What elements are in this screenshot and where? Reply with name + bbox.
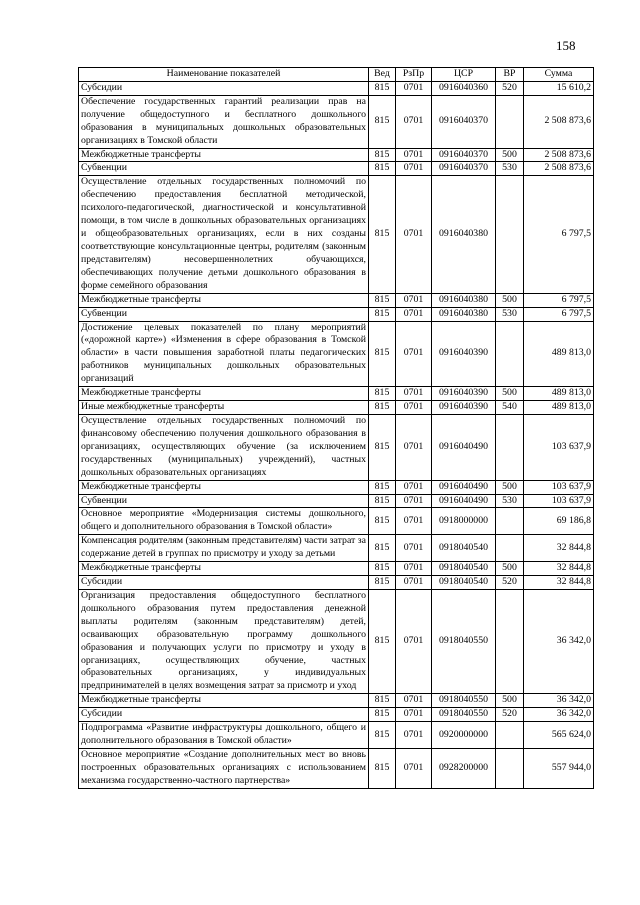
cell-rzpr: 0701 xyxy=(396,576,432,590)
table-row xyxy=(79,307,594,321)
header-csr: ЦСР xyxy=(432,68,496,82)
budget-table xyxy=(78,67,594,789)
cell-rzpr: 0701 xyxy=(396,162,432,176)
cell-name: Межбюджетные трансферты xyxy=(79,562,369,576)
cell-ved: 815 xyxy=(369,414,396,480)
cell-vr xyxy=(496,321,524,387)
cell-csr: 0916040490 xyxy=(432,414,496,480)
cell-rzpr: 0701 xyxy=(396,321,432,387)
cell-ved: 815 xyxy=(369,480,396,494)
cell-vr: 500 xyxy=(496,387,524,401)
cell-name: Компенсация родителям (законным представителям) части затрат за содержание детей в группах по присмотру и уходу за детьми xyxy=(79,535,369,562)
cell-rzpr: 0701 xyxy=(396,562,432,576)
cell-sum: 6 797,5 xyxy=(524,307,594,321)
cell-name: Субсидии xyxy=(79,708,369,722)
cell-sum: 32 844,8 xyxy=(524,562,594,576)
cell-ved: 815 xyxy=(369,722,396,749)
cell-name: Межбюджетные трансферты xyxy=(79,387,369,401)
cell-name: Подпрограмма «Развитие инфраструктуры дошкольного, общего и дополнительного образования в Томской области» xyxy=(79,722,369,749)
cell-name: Межбюджетные трансферты xyxy=(79,480,369,494)
cell-sum: 36 342,0 xyxy=(524,589,594,693)
cell-vr: 500 xyxy=(496,694,524,708)
cell-sum: 103 637,9 xyxy=(524,414,594,480)
cell-ved: 815 xyxy=(369,494,396,508)
cell-csr: 0918040550 xyxy=(432,708,496,722)
cell-ved: 815 xyxy=(369,589,396,693)
cell-name: Субсидии xyxy=(79,81,369,95)
cell-ved: 815 xyxy=(369,562,396,576)
cell-name: Субсидии xyxy=(79,576,369,590)
cell-rzpr: 0701 xyxy=(396,414,432,480)
cell-csr: 0916040370 xyxy=(432,162,496,176)
table-header-row xyxy=(79,68,594,82)
cell-sum: 489 813,0 xyxy=(524,387,594,401)
cell-vr xyxy=(496,508,524,535)
cell-name: Основное мероприятие «Создание дополнительных мест во вновь построенных образовательных организациях с использованием механизма государственно-частного партнерства» xyxy=(79,749,369,789)
cell-vr xyxy=(496,95,524,148)
cell-vr: 520 xyxy=(496,576,524,590)
cell-name: Иные межбюджетные трансферты xyxy=(79,401,369,415)
cell-vr: 500 xyxy=(496,293,524,307)
cell-vr: 530 xyxy=(496,307,524,321)
cell-sum: 15 610,2 xyxy=(524,81,594,95)
cell-sum: 2 508 873,6 xyxy=(524,95,594,148)
cell-ved: 815 xyxy=(369,749,396,789)
table-row xyxy=(79,162,594,176)
cell-sum: 489 813,0 xyxy=(524,321,594,387)
cell-rzpr: 0701 xyxy=(396,508,432,535)
cell-csr: 0916040360 xyxy=(432,81,496,95)
cell-vr xyxy=(496,176,524,293)
cell-ved: 815 xyxy=(369,694,396,708)
cell-csr: 0916040380 xyxy=(432,293,496,307)
cell-csr: 0918000000 xyxy=(432,508,496,535)
cell-rzpr: 0701 xyxy=(396,694,432,708)
cell-sum: 36 342,0 xyxy=(524,708,594,722)
cell-ved: 815 xyxy=(369,387,396,401)
cell-rzpr: 0701 xyxy=(396,708,432,722)
cell-name: Обеспечение государственных гарантий реализации прав на получение общедоступного и бесплатного дошкольного образования в муниципальных дошкольных образовательных организациях в Томской области xyxy=(79,95,369,148)
table-row xyxy=(79,749,594,789)
table-row xyxy=(79,293,594,307)
cell-ved: 815 xyxy=(369,401,396,415)
cell-csr: 0916040390 xyxy=(432,387,496,401)
table-row xyxy=(79,321,594,387)
cell-rzpr: 0701 xyxy=(396,293,432,307)
table-row xyxy=(79,589,594,693)
header-ved: Вед xyxy=(369,68,396,82)
table-row xyxy=(79,508,594,535)
cell-rzpr: 0701 xyxy=(396,535,432,562)
cell-ved: 815 xyxy=(369,307,396,321)
cell-rzpr: 0701 xyxy=(396,589,432,693)
cell-name: Организация предоставления общедоступного бесплатного дошкольного образования путем предоставления денежной выплаты родителям (законным представителям) детей, осваивающих образовательную программу дошкольного образования и получающих услуги по присмотру и уходу в организациях, осуществляющих обучение, частных образовательных организациях, у индивидуальных предпринимателей в целях возмещения затрат за присмотр и уход xyxy=(79,589,369,693)
header-rzpr: РзПр xyxy=(396,68,432,82)
cell-vr: 500 xyxy=(496,562,524,576)
cell-csr: 0916040490 xyxy=(432,480,496,494)
cell-ved: 815 xyxy=(369,321,396,387)
cell-ved: 815 xyxy=(369,508,396,535)
cell-vr: 520 xyxy=(496,81,524,95)
cell-csr: 0916040390 xyxy=(432,321,496,387)
cell-name: Субвенции xyxy=(79,494,369,508)
cell-vr: 530 xyxy=(496,494,524,508)
cell-ved: 815 xyxy=(369,148,396,162)
cell-name: Субвенции xyxy=(79,307,369,321)
cell-name: Субвенции xyxy=(79,162,369,176)
cell-csr: 0916040380 xyxy=(432,307,496,321)
header-name: Наименование показателей xyxy=(79,68,369,82)
table-row xyxy=(79,176,594,293)
cell-name: Основное мероприятие «Модернизация системы дошкольного, общего и дополнительного образования в Томской области» xyxy=(79,508,369,535)
cell-vr: 530 xyxy=(496,162,524,176)
table-row xyxy=(79,694,594,708)
cell-rzpr: 0701 xyxy=(396,307,432,321)
cell-csr: 0918040540 xyxy=(432,562,496,576)
table-row xyxy=(79,401,594,415)
cell-ved: 815 xyxy=(369,95,396,148)
cell-csr: 0916040380 xyxy=(432,176,496,293)
cell-vr: 500 xyxy=(496,480,524,494)
cell-ved: 815 xyxy=(369,708,396,722)
cell-vr xyxy=(496,414,524,480)
cell-ved: 815 xyxy=(369,176,396,293)
cell-name: Осуществление отдельных государственных полномочий по обеспечению предоставления бесплатной методической, психолого-педагогической, диагностической и консультативной помощи, в том числе в дошкольных образовательных организациях и общеобразовательных организациях, если в них созданы соответствующие консультационные центры, родителям (законным представителям) несовершеннолетних обучающихся, обеспечивающих получение детьми дошкольного образования в форме семейного образования xyxy=(79,176,369,293)
cell-rzpr: 0701 xyxy=(396,480,432,494)
cell-name: Осуществление отдельных государственных полномочий по финансовому обеспечению получения дошкольного образования в организациях, осуществляющих обучение (за исключением государственных (муниципальных) учреждений), частных дошкольных образовательных организациях xyxy=(79,414,369,480)
cell-csr: 0916040370 xyxy=(432,148,496,162)
table-row xyxy=(79,722,594,749)
table-row xyxy=(79,148,594,162)
cell-vr: 500 xyxy=(496,148,524,162)
cell-ved: 815 xyxy=(369,162,396,176)
table-row xyxy=(79,95,594,148)
cell-sum: 6 797,5 xyxy=(524,293,594,307)
cell-vr xyxy=(496,589,524,693)
table-row xyxy=(79,81,594,95)
cell-rzpr: 0701 xyxy=(396,749,432,789)
cell-ved: 815 xyxy=(369,535,396,562)
cell-ved: 815 xyxy=(369,576,396,590)
cell-sum: 36 342,0 xyxy=(524,694,594,708)
cell-csr: 0918040540 xyxy=(432,535,496,562)
cell-sum: 69 186,8 xyxy=(524,508,594,535)
cell-csr: 0916040390 xyxy=(432,401,496,415)
cell-csr: 0928200000 xyxy=(432,749,496,789)
table-row xyxy=(79,387,594,401)
table-row xyxy=(79,576,594,590)
cell-rzpr: 0701 xyxy=(396,81,432,95)
cell-sum: 2 508 873,6 xyxy=(524,148,594,162)
page-number: 158 xyxy=(556,38,576,53)
cell-ved: 815 xyxy=(369,293,396,307)
cell-rzpr: 0701 xyxy=(396,148,432,162)
table-row xyxy=(79,708,594,722)
table-row xyxy=(79,414,594,480)
table-row xyxy=(79,562,594,576)
cell-sum: 6 797,5 xyxy=(524,176,594,293)
cell-vr xyxy=(496,535,524,562)
cell-sum: 2 508 873,6 xyxy=(524,162,594,176)
cell-vr: 540 xyxy=(496,401,524,415)
cell-csr: 0916040370 xyxy=(432,95,496,148)
cell-name: Межбюджетные трансферты xyxy=(79,694,369,708)
cell-rzpr: 0701 xyxy=(396,176,432,293)
cell-sum: 557 944,0 xyxy=(524,749,594,789)
cell-rzpr: 0701 xyxy=(396,494,432,508)
cell-sum: 565 624,0 xyxy=(524,722,594,749)
cell-sum: 103 637,9 xyxy=(524,480,594,494)
table-row xyxy=(79,535,594,562)
cell-csr: 0918040540 xyxy=(432,576,496,590)
cell-rzpr: 0701 xyxy=(396,387,432,401)
cell-vr xyxy=(496,722,524,749)
cell-rzpr: 0701 xyxy=(396,722,432,749)
cell-sum: 32 844,8 xyxy=(524,535,594,562)
cell-csr: 0918040550 xyxy=(432,589,496,693)
cell-vr: 520 xyxy=(496,708,524,722)
table-row xyxy=(79,494,594,508)
cell-vr xyxy=(496,749,524,789)
cell-name: Межбюджетные трансферты xyxy=(79,148,369,162)
cell-name: Достижение целевых показателей по плану мероприятий («дорожной карте») «Изменения в сфере образования в Томской области» в части повышения заработной платы педагогических работников муниципальных дошкольных образовательных организаций xyxy=(79,321,369,387)
cell-csr: 0920000000 xyxy=(432,722,496,749)
cell-ved: 815 xyxy=(369,81,396,95)
header-vr: ВР xyxy=(496,68,524,82)
cell-sum: 103 637,9 xyxy=(524,494,594,508)
cell-csr: 0916040490 xyxy=(432,494,496,508)
cell-name: Межбюджетные трансферты xyxy=(79,293,369,307)
cell-sum: 489 813,0 xyxy=(524,401,594,415)
cell-rzpr: 0701 xyxy=(396,95,432,148)
cell-sum: 32 844,8 xyxy=(524,576,594,590)
cell-rzpr: 0701 xyxy=(396,401,432,415)
header-sum: Сумма xyxy=(524,68,594,82)
cell-csr: 0918040550 xyxy=(432,694,496,708)
table-row xyxy=(79,480,594,494)
